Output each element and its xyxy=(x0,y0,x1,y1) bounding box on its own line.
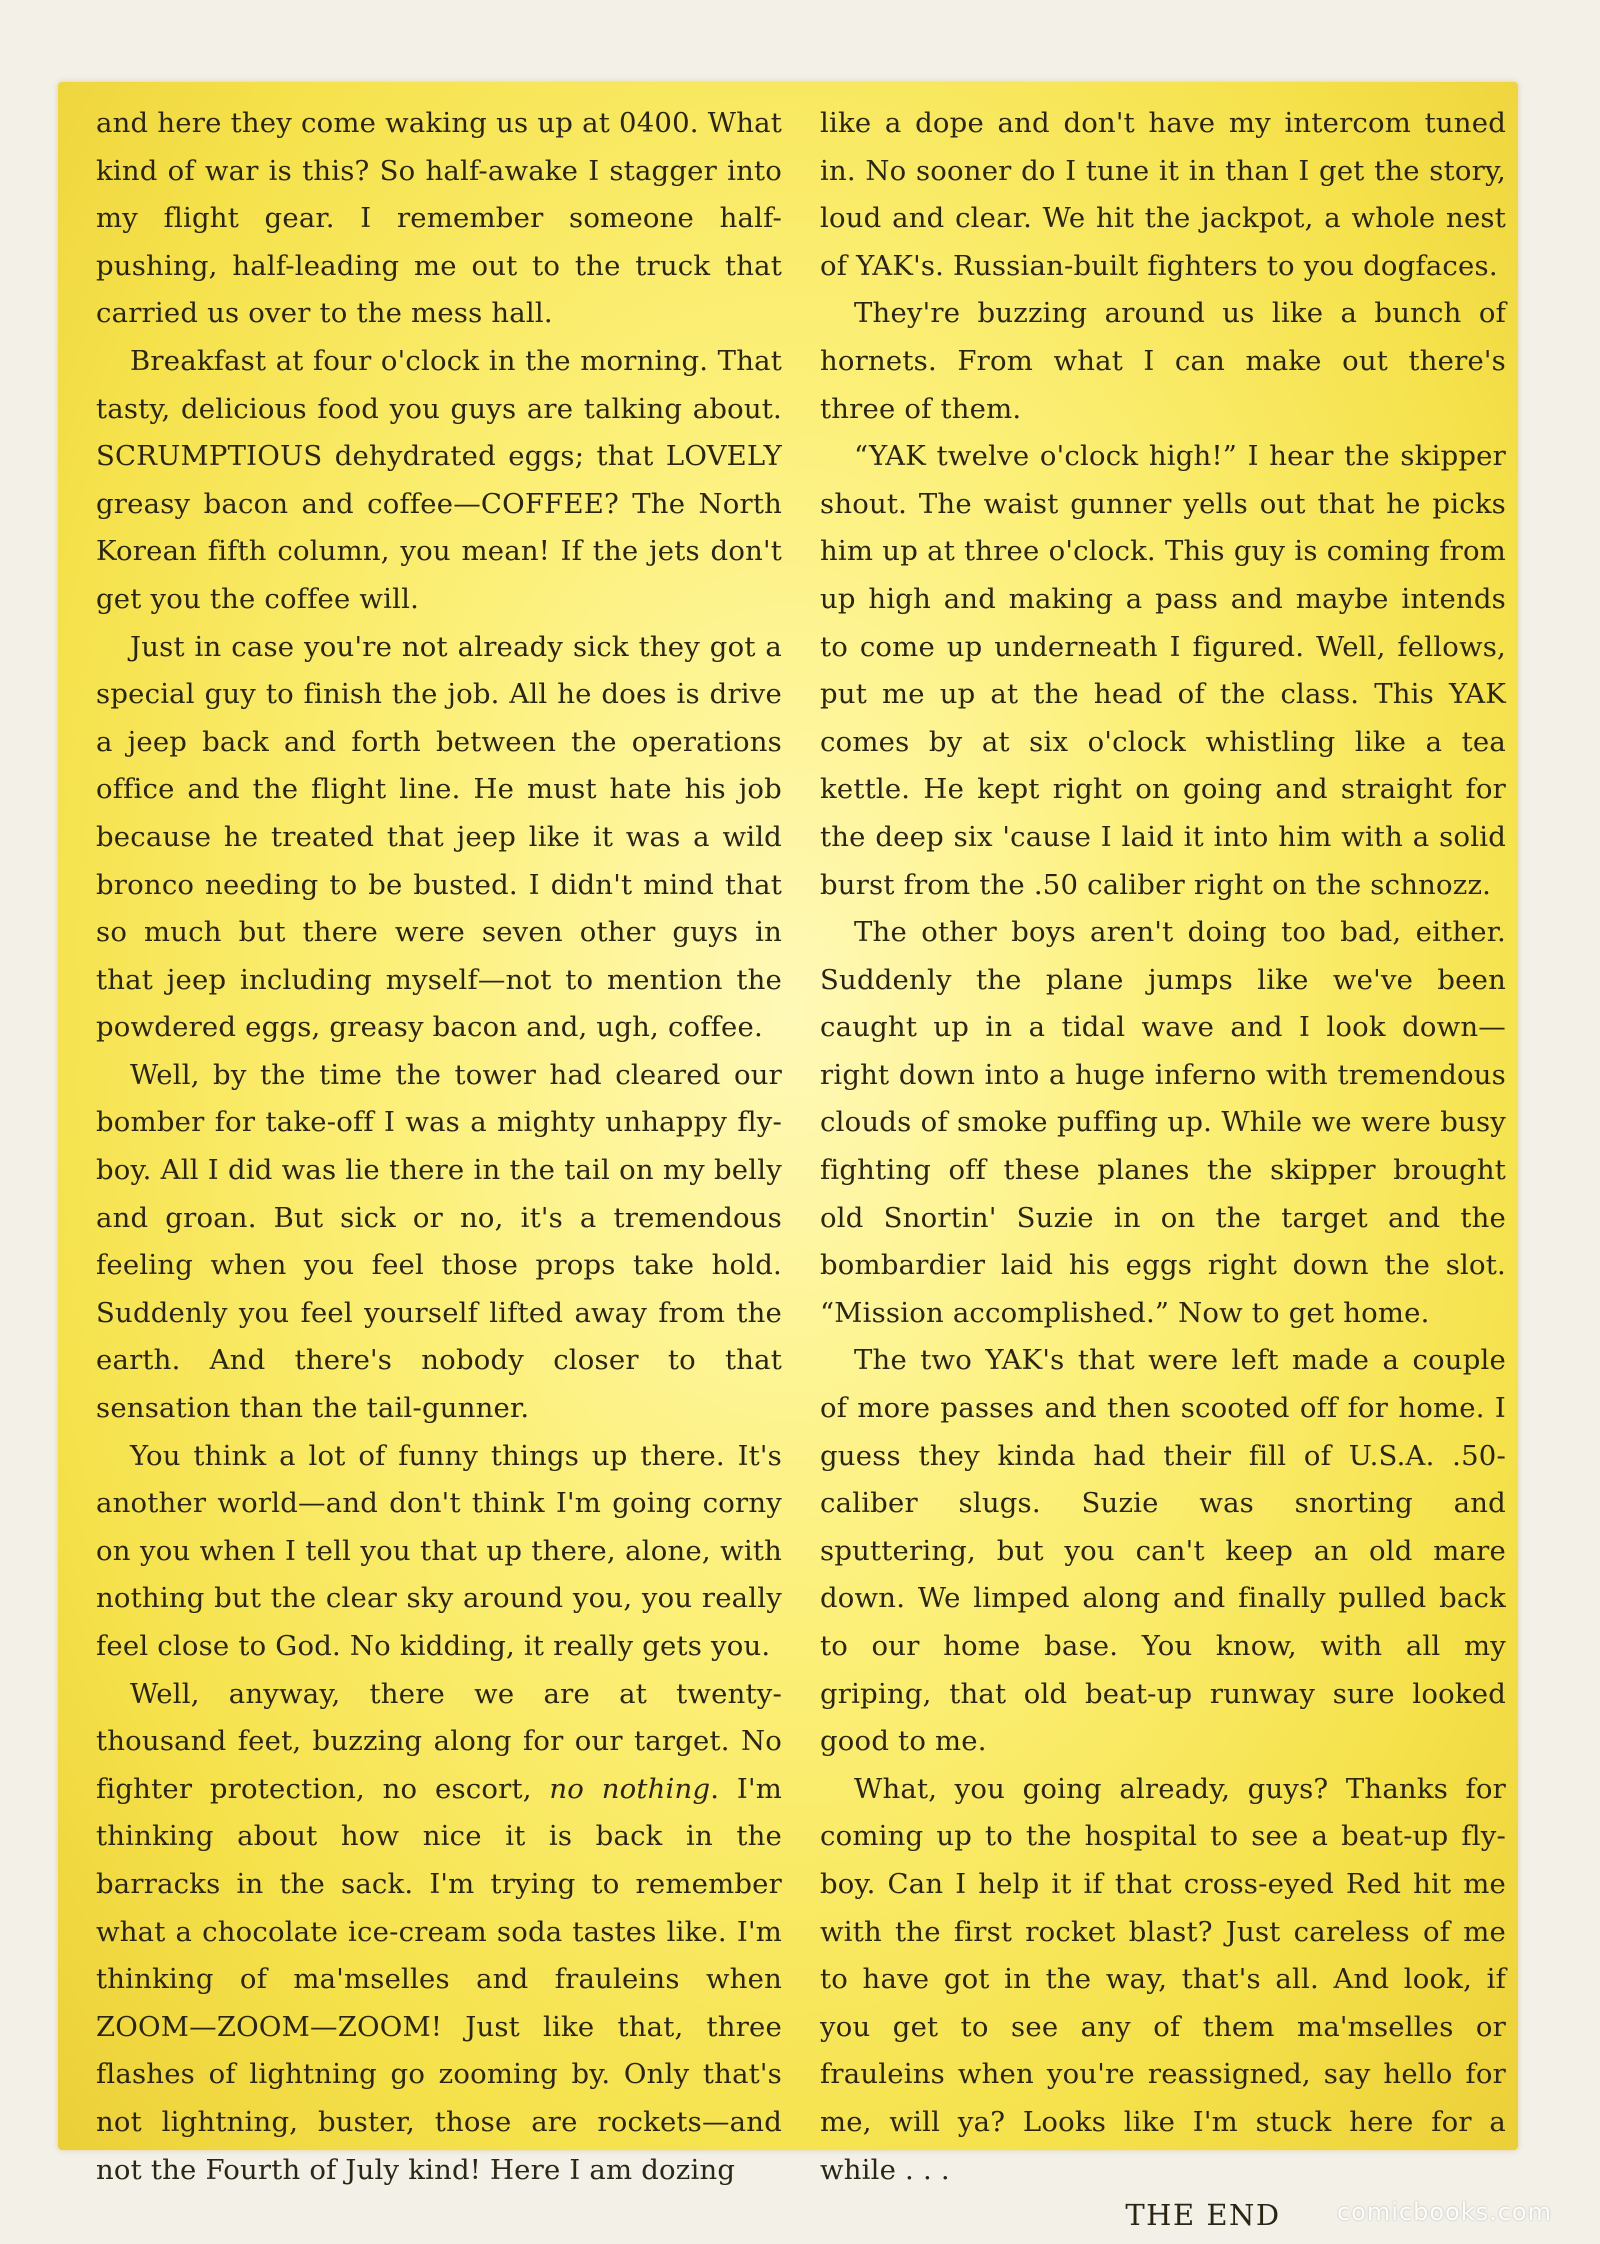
the-end-label: THE END xyxy=(1125,2198,1281,2233)
paragraph: They're buzzing around us like a bunch of hornets. From what I can make out there's three of them. xyxy=(820,297,1506,425)
paragraph-text: Well, anyway, there we are at twenty-thousand feet, buzzing along for our target. No fighter protection, no escort, xyxy=(96,1677,782,1805)
paragraph: Just in case you're not already sick they got a special guy to finish the job. All he does is drive a jeep back and forth between the operations office and the flight line. He must hate his job because he treated that jeep like it was a wild bronco needing to be busted. I didn't mind that so much but there were seven other guys in that jeep including myself—not to mention the powdered eggs, greasy bacon and, ugh, coffee. xyxy=(96,630,782,1044)
paragraph: What, you going already, guys? Thanks for coming up to the hospital to see a beat-up fly-boy. Can I help it if that cross-eyed Red hit me with the first rocket blast? Just careless of me to have got in the way, that's all. And look, if you get to see any of them ma'mselles or frauleins when you're reassigned, say hello for me, will ya? Looks like I'm stuck here for a while . . . xyxy=(820,1772,1506,2186)
emphasis-text: no nothing xyxy=(549,1772,711,1805)
paragraph: “YAK twelve o'clock high!” I hear the skipper shout. The waist gunner yells out that he picks him up at three o'clock. This guy is coming from up high and making a pass and maybe intends to come up underneath I figured. Well, fellows, put me up at the head of the class. This YAK comes by at six o'clock whistling like a tea kettle. He kept right on going and straight for the deep six 'cause I laid it into him with a solid burst from the .50 caliber right on the schnozz. xyxy=(820,440,1506,901)
paragraph: Well, by the time the tower had cleared our bomber for take-off I was a mighty unhappy fly-boy. All I did was lie there in the tail on my belly and groan. But sick or no, it's a tremendous feeling when you feel those props take hold. Suddenly you feel yourself lifted away from the earth. And there's nobody closer to that sensation than the tail-gunner. xyxy=(96,1058,782,1425)
watermark: comicbooks.com xyxy=(1336,2198,1552,2226)
left-column xyxy=(96,100,782,2232)
paragraph xyxy=(96,1671,782,2195)
paragraph: Breakfast at four o'clock in the morning. That tasty, delicious food you guys are talking about. SCRUMPTIOUS dehydrated eggs; that LOVELY greasy bacon and coffee—COFFEE? The North Korean fifth column, you mean! If the jets don't get you the coffee will. xyxy=(96,344,782,615)
paragraph-text: . I'm thinking about how nice it is back in the barracks in the sack. I'm trying to remember what a chocolate ice-cream soda tastes like. I'm thinking of ma'mselles and frauleins when ZOOM—ZOOM—ZOOM! Just like that, three flashes of lightning go zooming by. Only that's not lightning, buster, those are rockets—and not the Fourth of July kind! Here I am dozing xyxy=(96,1772,782,2186)
paragraph: The other boys aren't doing too bad, either. Suddenly the plane jumps like we've been caught up in a tidal wave and I look down—right down into a huge inferno with tremendous clouds of smoke puffing up. While we were busy fighting off these planes the skipper brought old Snortin' Suzie in on the target and the bombardier laid his eggs right down the slot. “Mission accomplished.” Now to get home. xyxy=(820,916,1506,1329)
paragraph: The two YAK's that were left made a couple of more passes and then scooted off for home. I guess they kinda had their fill of U.S.A. .50-caliber slugs. Suzie was snorting and sputtering, but you can't keep an old mare down. We limped along and finally pulled back to our home base. You know, with all my griping, that old beat-up runway sure looked good to me. xyxy=(820,1344,1506,1758)
paragraph: like a dope and don't have my intercom tuned in. No sooner do I tune it in than I get the story, loud and clear. We hit the jackpot, a whole nest of YAK's. Russian-built fighters to you dogfaces. xyxy=(820,107,1506,282)
story-text xyxy=(96,100,1506,2232)
paragraph: and here they come waking us up at 0400. What kind of war is this? So half-awake I stagger into my flight gear. I remember someone half-pushing, half-leading me out to the truck that carried us over to the mess hall. xyxy=(96,107,782,330)
paragraph: You think a lot of funny things up there. It's another world—and don't think I'm going corny on you when I tell you that up there, alone, with nothing but the clear sky around you, you really feel close to God. No kidding, it really gets you. xyxy=(96,1439,782,1662)
right-column xyxy=(820,100,1506,2232)
